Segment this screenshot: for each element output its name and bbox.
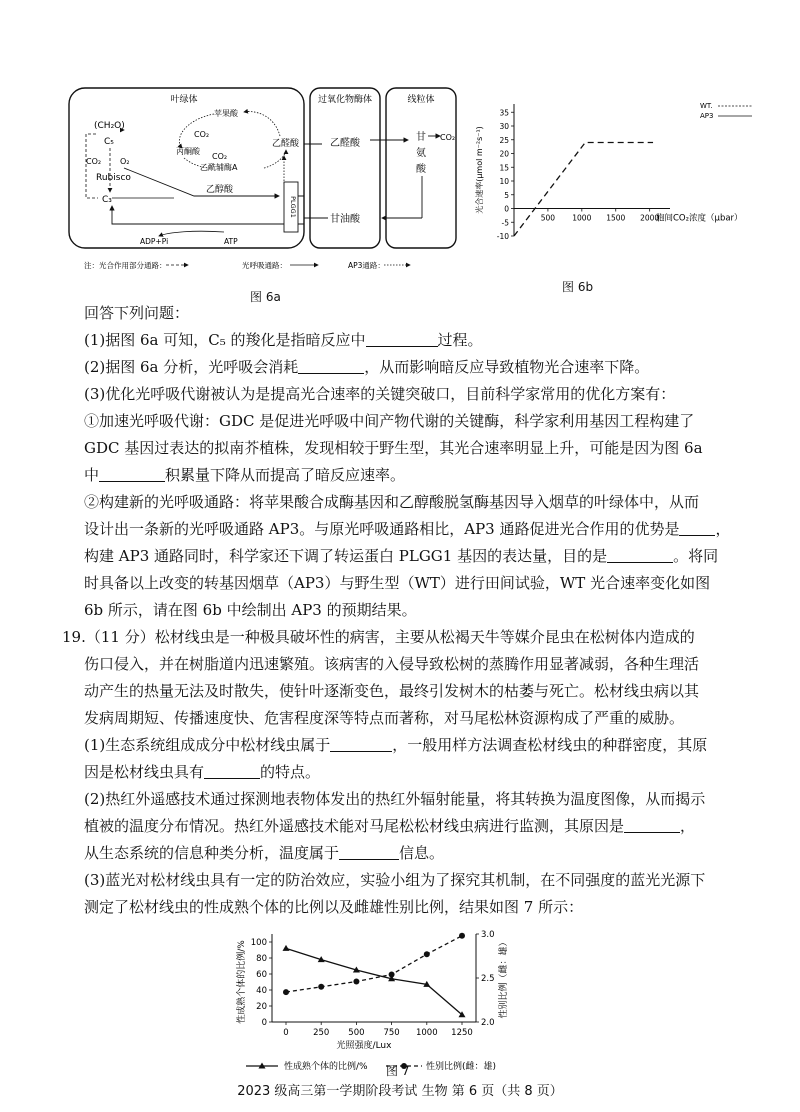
series-sexratio-point — [459, 933, 465, 939]
glycine-char-2: 氨 — [416, 148, 426, 159]
co2-label: CO₂ — [86, 157, 102, 166]
x-tick-label: 250 — [313, 1028, 330, 1038]
series-sexratio-point — [424, 951, 430, 957]
legend-photoresp: 光呼吸通路： — [242, 261, 287, 270]
c3-label: C₃ — [102, 195, 112, 205]
x-tick-label: 1250 — [451, 1028, 473, 1038]
question-19-3-line2: 测定了松材线虫的性成熟个体的比例以及雌雄性别比例，结果如图 7 所示： — [84, 898, 584, 916]
y-tick-label: 10 — [499, 177, 509, 186]
question-3b-line4: 时具备以上改变的转基因烟草（AP3）与野生型（WT）进行田间试验，WT 光合速率变化如图 — [84, 574, 711, 592]
y-tick-label: 35 — [499, 108, 509, 118]
atp-label: ATP — [224, 237, 238, 246]
question-3b-line2-start: 设计出一条新的光呼吸通路 AP3。与原光呼吸通路相比，AP3 通路促进光合作用的优势是 — [84, 520, 680, 538]
x-tick-label: 2000 — [640, 213, 660, 223]
fig6a-caption: 图 6a — [250, 290, 281, 304]
question-1 — [84, 327, 774, 355]
question-3a-line3-end: 积累量下降从而提高了暗反应速率。 — [165, 466, 406, 484]
glycolate-chloro-label: 乙醇酸 — [206, 185, 234, 195]
mitochondria-label: 线粒体 — [407, 95, 435, 105]
legend-sexratio-label: 性别比例(雌：雄) — [426, 1062, 497, 1072]
y-tick-label: -5 — [501, 218, 509, 228]
question-3a-line2: GDC 基因过表达的拟南芥植株，发现相较于野生型，其光合速率明显上升，可能是因为图 6a — [84, 439, 703, 457]
blank-19-4[interactable] — [339, 844, 399, 860]
question-2 — [84, 354, 774, 382]
left-axis-label: 性成熟个体的比例/% — [237, 940, 247, 1024]
x-tick-label: 500 — [348, 1028, 365, 1038]
right-tick-label: 2.0 — [481, 1018, 495, 1028]
pyruvate-label: 丙酮酸 — [176, 147, 200, 156]
co2-mito-label: CO₂ — [440, 133, 456, 142]
y-tick-label: 25 — [499, 135, 509, 145]
x-tick-label: 1500 — [606, 213, 626, 223]
series-sexratio-point — [353, 979, 359, 985]
question-3a-line3-start: 中 — [84, 466, 100, 484]
glycerate-label: 甘油酸 — [330, 214, 360, 225]
right-axis-label: 性别比例（雌：雄） — [499, 937, 509, 1019]
y-tick-label: 0 — [504, 204, 509, 214]
y-tick-label: -10 — [496, 232, 509, 241]
figure-7-chart — [226, 924, 526, 1074]
y-tick-label: 30 — [499, 122, 509, 131]
x-tick-label: 1000 — [572, 213, 592, 223]
right-tick-label: 2.5 — [481, 974, 495, 984]
question-3b-line3-start: 构建 AP3 通路同时，科学家还下调了转运蛋白 PLGG1 基因的表达量，目的是 — [84, 547, 608, 565]
fig6b-caption: 图 6b — [562, 280, 594, 294]
x-tick-label: 750 — [383, 1028, 400, 1038]
glyoxylate-perox-label: 乙醛酸 — [330, 138, 360, 149]
fig7-caption: 图 7 — [386, 1064, 410, 1078]
blank-19-2[interactable] — [204, 763, 260, 779]
question-2-text: (2)据图 6a 分析，光呼吸会消耗 — [84, 358, 299, 376]
question-3a-line3 — [84, 462, 774, 490]
o2-label: O₂ — [120, 157, 130, 166]
rubisco-label: Rubisco — [96, 173, 131, 183]
malate-label: 苹果酸 — [214, 109, 238, 118]
series-sexratio-line — [286, 936, 462, 992]
page-footer: 2023 级高三第一学期阶段考试 生物 第 6 页（共 8 页） — [237, 1084, 563, 1099]
question-3: (3)优化光呼吸代谢被认为是提高光合速率的关键突破口，目前科学家常用的优化方案有： — [84, 385, 676, 403]
chloroplast-label: 叶绿体 — [170, 95, 198, 105]
question-19-2-line2-start: 植被的温度分布情况。热红外遥感技术能对马尾松松材线虫病进行监测，其原因是 — [84, 817, 625, 835]
series-sexratio-point — [318, 984, 324, 990]
question-19-2-line3-end: 信息。 — [399, 844, 445, 862]
x-axis-label: 胞间CO₂浓度（μbar） — [656, 213, 743, 224]
left-tick-label: 0 — [261, 1018, 267, 1028]
series-sexratio-point — [389, 971, 395, 977]
question-19-1-line2-start: 因是松材线虫具有 — [84, 763, 205, 781]
peroxisome-label: 过氧化物酶体 — [317, 95, 373, 105]
question-3a-line1: ①加速光呼吸代谢：GDC 是促进光呼吸中间产物代谢的关键酶，科学家利用基因工程构建了 — [84, 412, 695, 430]
question-3b-line2-end: ， — [715, 520, 731, 538]
question-19-1-end: ，一般用样方法调查松材线虫的种群密度，其原 — [392, 736, 708, 754]
glycine-char-1: 甘 — [416, 132, 426, 143]
question-19-line1: 19.（11 分）松材线虫是一种极具破坏性的病害，主要从松褐天牛等媒介昆虫在松树体内造成的 — [62, 628, 695, 646]
legend-ap3: AP3通路： — [348, 261, 385, 270]
question-3b-line3-end: 。将同 — [673, 547, 719, 565]
legend-ap3-label: AP3 — [700, 112, 714, 120]
question-2-end: ，从而影响暗反应导致植物光合速率下降。 — [364, 358, 650, 376]
left-tick-label: 100 — [250, 938, 267, 948]
glycine-char-3: 酸 — [416, 164, 426, 175]
left-tick-label: 20 — [256, 1002, 267, 1012]
right-tick-label: 3.0 — [481, 930, 495, 940]
left-tick-label: 80 — [256, 954, 267, 964]
x-tick-label: 500 — [540, 213, 556, 223]
question-19-2-line3-start: 从生态系统的信息种类分析，温度属于 — [84, 844, 340, 862]
question-19-3-line1: (3)蓝光对松材线虫具有一定的防治效应，实验小组为了探究其机制，在不同强度的蓝光光源下 — [84, 871, 706, 889]
question-19-2-line3 — [84, 840, 774, 868]
question-19-1-line2 — [84, 759, 774, 787]
co2-a-label: CO₂ — [194, 130, 210, 139]
legend-note: 注：光合作用部分通路： — [84, 261, 167, 270]
adp-label: ADP+Pi — [140, 237, 169, 246]
blank-3b-1[interactable] — [679, 520, 715, 536]
question-19-1-start: (1)生态系统组成成分中松材线虫属于 — [84, 736, 331, 754]
blank-3b-2[interactable] — [607, 547, 673, 563]
question-19-1-line1 — [84, 732, 774, 760]
blank-2-1[interactable] — [298, 358, 364, 374]
blank-19-1[interactable] — [330, 736, 392, 752]
question-19-2-line2-end: ， — [680, 817, 696, 835]
glyoxylate-chloro-label: 乙醛酸 — [272, 139, 300, 149]
question-19-line2: 伤口侵入，并在树脂道内迅速繁殖。该病害的入侵导致松树的蒸腾作用显著减弱，各种生理活 — [84, 655, 700, 673]
question-19-1-line2-end: 的特点。 — [260, 763, 321, 781]
y-tick-label: 15 — [499, 163, 509, 173]
blank-19-3[interactable] — [624, 817, 680, 833]
question-19-2-line1: (2)热红外遥感技术通过探测地表物体发出的热红外辐射能量，将其转换为温度图像，从而揭示 — [84, 790, 706, 808]
question-3b-line2 — [84, 516, 774, 544]
question-1-end: 过程。 — [437, 331, 483, 349]
question-19-2-line2 — [84, 813, 774, 841]
series-maturity-point — [283, 945, 290, 951]
blank-1-1[interactable] — [366, 331, 438, 347]
series-sexratio-point — [283, 989, 289, 995]
left-tick-label: 40 — [256, 986, 267, 996]
co2-b-label: CO₂ — [212, 152, 228, 161]
y-tick-label: 20 — [499, 149, 509, 159]
question-19-line4: 发病周期短、传播速度快、危害程度深等特点而著称，对马尾松林资源构成了严重的威胁。 — [84, 709, 685, 727]
c5-label: C₅ — [104, 137, 114, 147]
answer-intro: 回答下列问题： — [84, 304, 190, 322]
x-tick-label: 0 — [283, 1028, 289, 1038]
acetylcoa-label: 乙酰辅酶A — [200, 163, 238, 172]
blank-3a-1[interactable] — [99, 466, 165, 482]
x-axis-label: 光照强度/Lux — [336, 1041, 392, 1051]
legend-maturity-label: 性成熟个体的比例/% — [284, 1062, 368, 1072]
x-tick-label: 1000 — [415, 1028, 438, 1038]
left-tick-label: 60 — [256, 970, 267, 980]
series-maturity-line — [286, 948, 462, 1014]
figure-6b-chart — [470, 92, 770, 252]
question-1-text: (1)据图 6a 可知，C₅ 的羧化是指暗反应中 — [84, 331, 366, 349]
plgg1-label: PLGG1 — [289, 196, 297, 218]
y-axis-label: 光合速率(μmol m⁻²s⁻¹) — [475, 126, 484, 214]
ch2o-label: (CH₂O) — [94, 121, 125, 131]
legend-wt-label: WT. — [700, 102, 713, 110]
figure-6a-diagram — [64, 84, 464, 284]
question-3b-line5: 6b 所示，请在图 6b 中绘制出 AP3 的预期结果。 — [84, 601, 417, 619]
question-3b-line3 — [84, 543, 774, 571]
y-tick-label: 5 — [504, 190, 509, 200]
question-19-line3: 动产生的热量无法及时散失，使针叶逐渐变色，最终引发树木的枯萎与死亡。松材线虫病以其 — [84, 682, 700, 700]
question-3b-line1: ②构建新的光呼吸通路：将苹果酸合成酶基因和乙醇酸脱氢酶基因导入烟草的叶绿体中，从而 — [84, 493, 700, 511]
